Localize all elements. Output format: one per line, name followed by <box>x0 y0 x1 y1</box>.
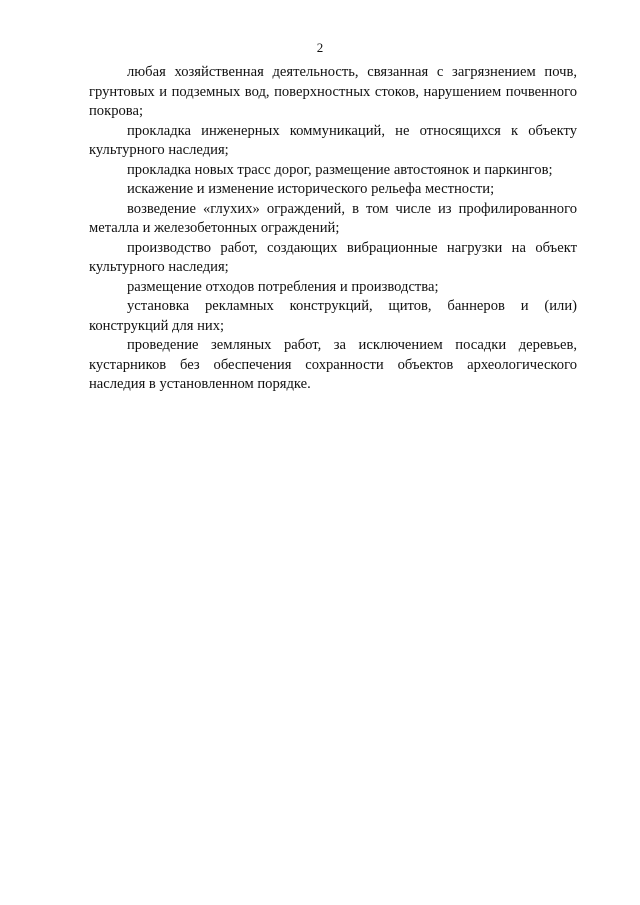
list-item: прокладка новых трасс дорог, размещение автостоянок и паркингов; <box>127 161 553 178</box>
list-item: любая хозяйственная деятельность, связанная с загрязнением почв, грунтовых и подземных вод, поверхностных стоков, нарушением почвенного покрова; <box>89 64 577 119</box>
list-item: проведение земляных работ, за исключением посадки деревьев, кустарников без обеспечения сохранности объектов археологического наследия в установленном порядке. <box>89 337 577 392</box>
page-number: 2 <box>316 40 324 55</box>
list-item: размещение отходов потребления и производства; <box>127 278 439 295</box>
document-body <box>89 63 577 395</box>
list-item: установка рекламных конструкций, щитов, баннеров и (или) конструкций для них; <box>89 298 577 334</box>
list-item: искажение и изменение исторического рельефа местности; <box>127 181 495 197</box>
list-item: прокладка инженерных коммуникаций, не относящихся к объекту культурного наследия; <box>89 122 577 158</box>
list-item: возведение «глухих» ограждений, в том числе из профилированного металла и железобетонных ограждений; <box>89 200 577 236</box>
list-item: производство работ, создающих вибрационные нагрузки на объект культурного наследия; <box>89 239 577 275</box>
